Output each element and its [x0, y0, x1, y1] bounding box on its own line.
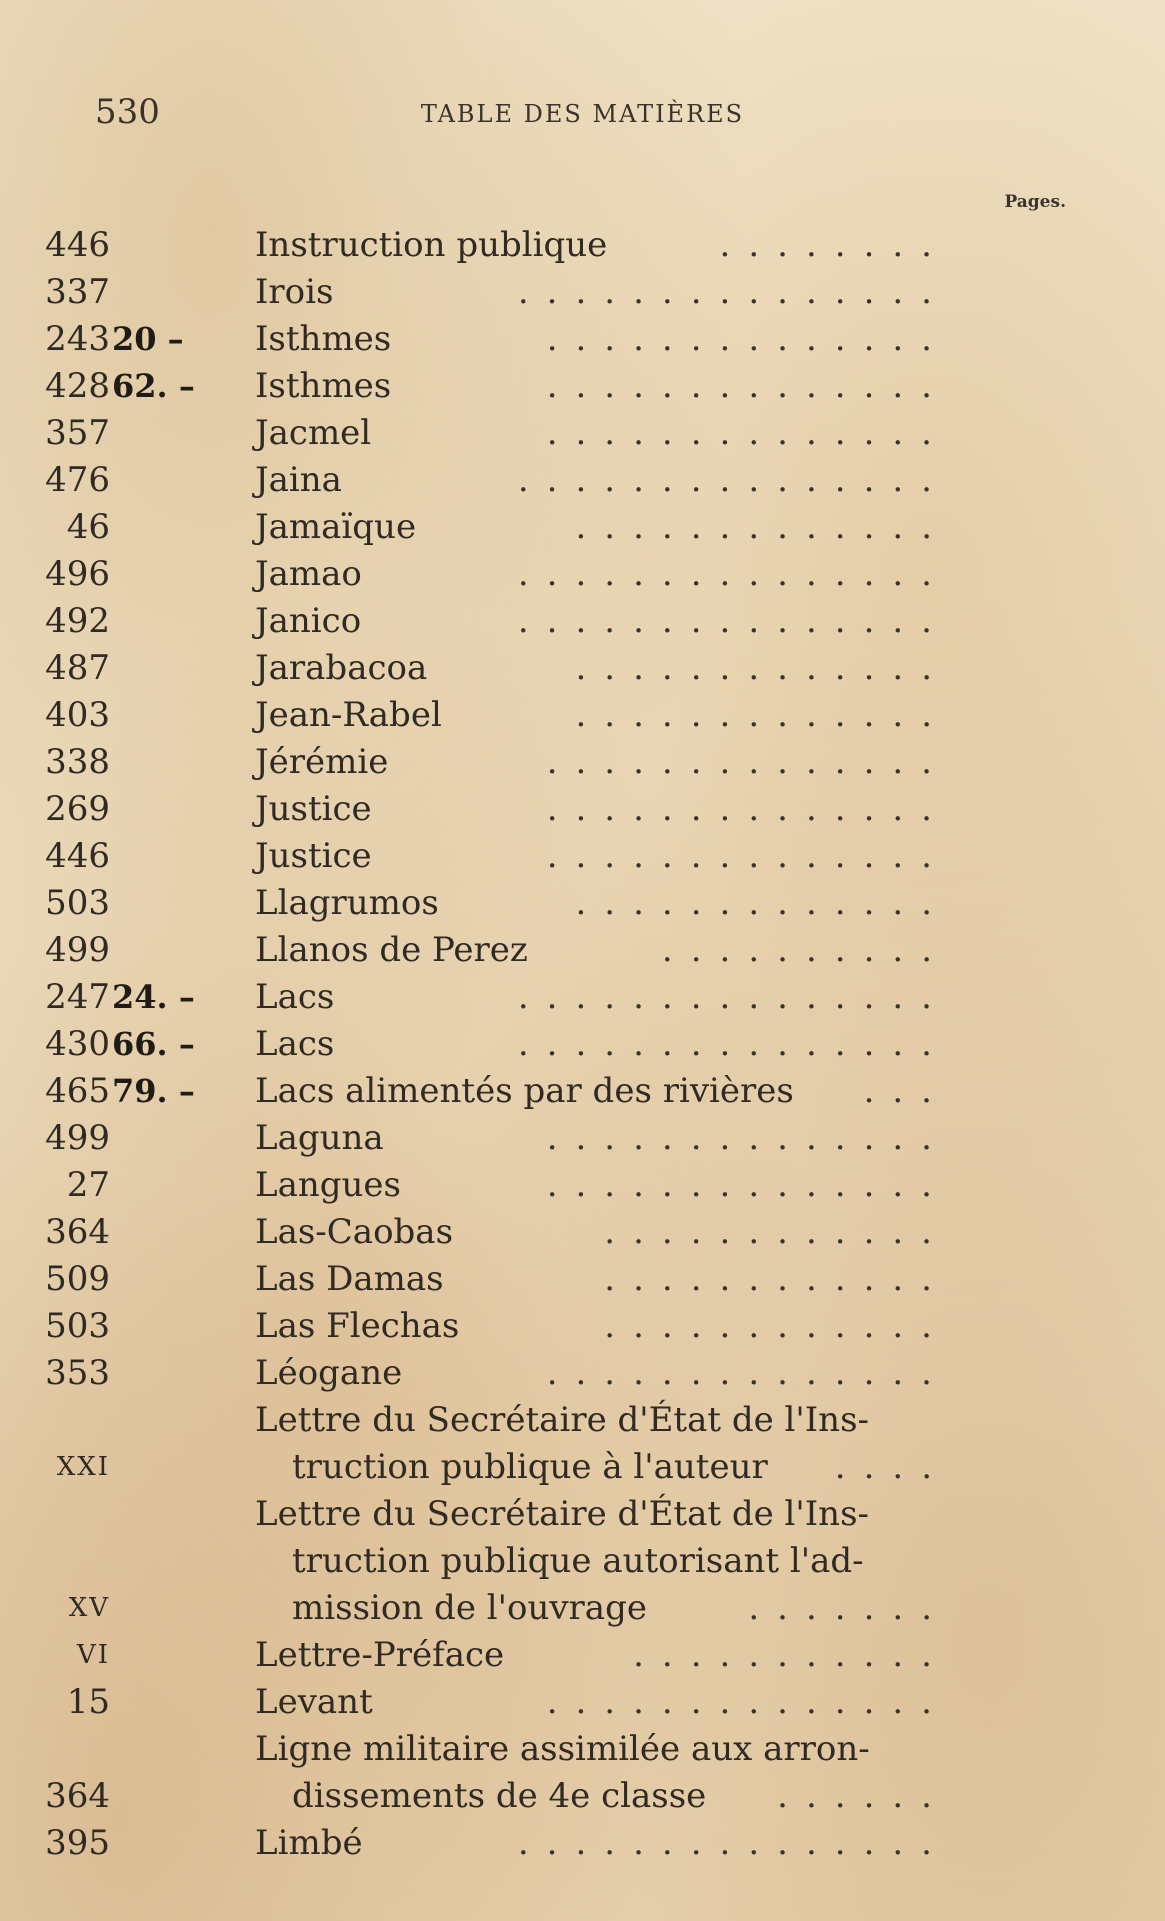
entry-page-number: 243	[45, 319, 110, 359]
dot-leader: .............	[575, 695, 950, 735]
index-entry	[0, 1068, 1165, 1115]
entry-page-number: 403	[45, 695, 110, 735]
dot-leader: .............	[575, 648, 950, 688]
entry-label: Las Damas	[255, 1259, 444, 1299]
entry-label: mission de l'ouvrage	[292, 1588, 647, 1628]
dot-leader: ..............	[546, 1682, 950, 1722]
index-entry	[0, 739, 1165, 786]
dot-leader: ...............	[517, 1024, 950, 1064]
dot-leader: .............	[575, 507, 950, 547]
index-entry	[0, 645, 1165, 692]
entry-page-number: 395	[45, 1823, 110, 1863]
dot-leader: ...	[863, 1071, 950, 1111]
index-entry	[0, 1162, 1165, 1209]
running-title: TABLE DES MATIÈRES	[420, 100, 745, 128]
entry-label: Irois	[255, 272, 334, 312]
dot-leader: .......	[748, 1588, 950, 1628]
index-entry	[0, 880, 1165, 927]
dot-leader: ...............	[517, 601, 950, 641]
index-entry	[0, 269, 1165, 316]
page-header	[0, 92, 1165, 132]
entry-page-number: 27	[66, 1165, 110, 1205]
dot-leader: .............	[575, 883, 950, 923]
entry-page-number: 446	[45, 836, 110, 876]
entry-label: Jaina	[255, 460, 342, 500]
dot-leader: ...............	[517, 977, 950, 1017]
entry-page-number: 353	[45, 1353, 110, 1393]
entry-page-number: 487	[45, 648, 110, 688]
dot-leader: ...............	[517, 460, 950, 500]
entry-page-number: 503	[45, 883, 110, 923]
index-entry	[0, 833, 1165, 880]
entry-page-number: 476	[45, 460, 110, 500]
index-entry	[0, 927, 1165, 974]
index-entry	[0, 1679, 1165, 1726]
dot-leader: ............	[604, 1259, 950, 1299]
index-entry	[0, 504, 1165, 551]
entry-label: Las Flechas	[255, 1306, 460, 1346]
entry-page-number: 46	[66, 507, 110, 547]
index-entry	[0, 1303, 1165, 1350]
dot-leader: ..............	[546, 1118, 950, 1158]
dot-leader: ...............	[517, 1823, 950, 1863]
entry-page-number: 337	[45, 272, 110, 312]
index-entry	[0, 1209, 1165, 1256]
entry-label: Isthmes	[255, 366, 392, 406]
entry-label: Lacs alimentés par des rivières	[255, 1071, 794, 1111]
entry-section-number: 24. –	[112, 978, 195, 1016]
entry-label: Lettre du Secrétaire d'État de l'Ins-	[255, 1400, 870, 1440]
entry-page-number: 428	[45, 366, 110, 406]
index-entry	[0, 457, 1165, 504]
entry-label: Llagrumos	[255, 883, 439, 923]
entry-page-number: 503	[45, 1306, 110, 1346]
entry-label: Instruction publique	[255, 225, 608, 265]
entry-page-number: XXI	[56, 1452, 110, 1482]
entry-label: Lettre du Secrétaire d'État de l'Ins-	[255, 1494, 870, 1534]
entry-page-number: 499	[45, 1118, 110, 1158]
entry-label: Langues	[255, 1165, 401, 1205]
entry-page-number: 247	[45, 977, 110, 1017]
entry-label: Lacs	[255, 1024, 335, 1064]
dot-leader: ......	[777, 1776, 950, 1816]
index-entry	[0, 410, 1165, 457]
entry-label: Jamao	[255, 554, 362, 594]
index-entry	[0, 1773, 1165, 1820]
entry-label: Justice	[255, 836, 372, 876]
entry-section-number: 66. –	[112, 1025, 195, 1063]
entry-label: Lacs	[255, 977, 335, 1017]
dot-leader: ..............	[546, 1353, 950, 1393]
dot-leader: ...............	[517, 554, 950, 594]
entry-label: Ligne militaire assimilée aux arron-	[255, 1729, 870, 1769]
dot-leader: ..............	[546, 742, 950, 782]
entry-page-number: 446	[45, 225, 110, 265]
entry-page-number: 364	[45, 1212, 110, 1252]
entry-section-number: 79. –	[112, 1072, 195, 1110]
index-entry	[0, 1538, 1165, 1585]
dot-leader: ..............	[546, 319, 950, 359]
index-entry	[0, 692, 1165, 739]
page-number: 530	[95, 92, 160, 132]
index-entry	[0, 316, 1165, 363]
index-entry	[0, 1021, 1165, 1068]
index-entry	[0, 1256, 1165, 1303]
entry-label: Llanos de Perez	[255, 930, 528, 970]
index-entry	[0, 1491, 1165, 1538]
entry-page-number: 465	[45, 1071, 110, 1111]
dot-leader: ..............	[546, 1165, 950, 1205]
index-entry	[0, 786, 1165, 833]
entry-label: truction publique à l'auteur	[292, 1447, 768, 1487]
dot-leader: ..............	[546, 366, 950, 406]
index-entry	[0, 363, 1165, 410]
entry-page-number: XV	[68, 1593, 110, 1623]
entry-label: Jérémie	[255, 742, 389, 782]
dot-leader: ...........	[633, 1635, 950, 1675]
index-entry	[0, 1115, 1165, 1162]
entry-label: Jacmel	[255, 413, 372, 453]
index-entry	[0, 1444, 1165, 1491]
entry-label: Isthmes	[255, 319, 392, 359]
dot-leader: ...............	[517, 272, 950, 312]
index-entry	[0, 1632, 1165, 1679]
index-entry	[0, 1350, 1165, 1397]
entry-label: Laguna	[255, 1118, 384, 1158]
index-entry	[0, 974, 1165, 1021]
entry-section-number: 62. –	[112, 367, 195, 405]
entry-page-number: 338	[45, 742, 110, 782]
dot-leader: ..........	[661, 930, 950, 970]
entry-page-number: 492	[45, 601, 110, 641]
dot-leader: ..............	[546, 836, 950, 876]
entry-page-number: 357	[45, 413, 110, 453]
entry-page-number: 15	[66, 1682, 110, 1722]
entry-label: Levant	[255, 1682, 373, 1722]
index-entry	[0, 1585, 1165, 1632]
dot-leader: ............	[604, 1306, 950, 1346]
pages-column-header: Pages.	[1004, 192, 1066, 212]
entry-page-number: 509	[45, 1259, 110, 1299]
entry-label: dissements de 4e classe	[292, 1776, 707, 1816]
dot-leader: ........	[719, 225, 950, 265]
entry-label: Léogane	[255, 1353, 403, 1393]
entry-page-number: 430	[45, 1024, 110, 1064]
index-entry	[0, 551, 1165, 598]
entry-page-number: 269	[45, 789, 110, 829]
entry-page-number: 364	[45, 1776, 110, 1816]
entry-section-number: 20 –	[112, 320, 184, 358]
entry-page-number: 496	[45, 554, 110, 594]
entry-label: Justice	[255, 789, 372, 829]
index-entry	[0, 1726, 1165, 1773]
entry-label: Las-Caobas	[255, 1212, 454, 1252]
entry-label: truction publique autorisant l'ad-	[292, 1541, 864, 1581]
entry-label: Jarabacoa	[255, 648, 428, 688]
index-entry	[0, 1820, 1165, 1867]
entry-label: Jean-Rabel	[255, 695, 442, 735]
entry-label: Jamaïque	[255, 507, 417, 547]
dot-leader: ....	[834, 1447, 950, 1487]
entry-page-number: VI	[76, 1640, 110, 1670]
entry-label: Janico	[255, 601, 362, 641]
dot-leader: ..............	[546, 413, 950, 453]
entry-page-number: 499	[45, 930, 110, 970]
index-entry	[0, 222, 1165, 269]
entry-label: Lettre-Préface	[255, 1635, 505, 1675]
dot-leader: ..............	[546, 789, 950, 829]
index-entry	[0, 1397, 1165, 1444]
index-entries	[0, 222, 1165, 1867]
dot-leader: ............	[604, 1212, 950, 1252]
entry-label: Limbé	[255, 1823, 363, 1863]
index-entry	[0, 598, 1165, 645]
